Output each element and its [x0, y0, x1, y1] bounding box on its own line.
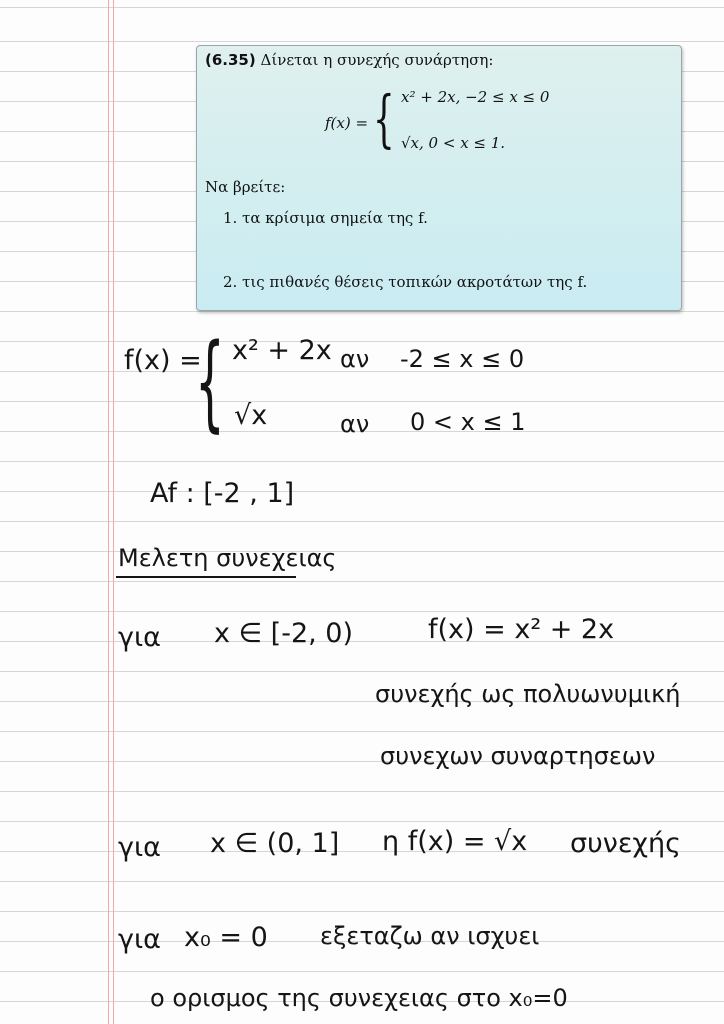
hw-case1-expr: x² + 2x: [232, 335, 332, 366]
margin-line: [113, 0, 114, 1024]
hw-case2-word: αν: [340, 410, 370, 438]
hw-line5-c: εξεταζω αν ισχυει: [320, 922, 540, 950]
hw-line4-a: για: [118, 832, 161, 863]
hw-case1-word: αν: [340, 345, 370, 373]
problem-intro: Δίνεται η συνεχής συνάρτηση:: [260, 51, 494, 69]
task-item: 1. τα κρίσιμα σημεία της f.: [223, 209, 428, 227]
hw-fx-label: f(x) =: [124, 345, 202, 376]
formula-case-1: x² + 2x, −2 ≤ x ≤ 0: [401, 88, 550, 106]
hw-line2: συνεχής ως πολυωνυμική: [375, 680, 681, 708]
hw-line1-c: f(x) = x² + 2x: [428, 614, 615, 645]
heading-underline: [116, 576, 296, 578]
formula-case-2: √x, 0 < x ≤ 1.: [401, 134, 506, 152]
brace-icon: {: [195, 321, 225, 443]
problem-number: (6.35): [205, 51, 256, 69]
hw-case2-expr: √x: [234, 400, 268, 431]
piecewise-formula: [325, 84, 645, 164]
hw-line6: ο ορισμος της συνεχειας στο x₀=0: [150, 984, 568, 1012]
hw-line5-a: για: [118, 924, 161, 955]
hw-case2-cond: 0 < x ≤ 1: [410, 408, 526, 436]
hw-line3: συνεχων συναρτησεων: [380, 742, 656, 770]
hw-line4-c: η f(x) = √x: [382, 826, 528, 857]
hw-case1-cond: -2 ≤ x ≤ 0: [400, 345, 525, 373]
hw-line4-b: x ∈ (0, 1]: [210, 828, 340, 859]
hw-heading: Μελετη συνεχειας: [118, 544, 337, 572]
hw-line4-d: συνεχής: [570, 828, 681, 859]
formula-lhs: f(x) =: [325, 114, 369, 132]
problem-title: [205, 51, 493, 69]
margin-line: [108, 0, 109, 1024]
brace-icon: {: [373, 82, 395, 155]
hw-domain: Af : [-2 , 1]: [150, 478, 295, 509]
hw-line1-a: για: [118, 622, 161, 653]
task-item: 2. τις πιθανές θέσεις τοπικών ακροτάτων της f.: [223, 273, 588, 291]
hw-line5-b: x₀ = 0: [184, 922, 268, 953]
find-label: Να βρείτε:: [205, 178, 286, 196]
problem-box: [196, 45, 682, 311]
hw-line1-b: x ∈ [-2, 0): [214, 618, 353, 649]
